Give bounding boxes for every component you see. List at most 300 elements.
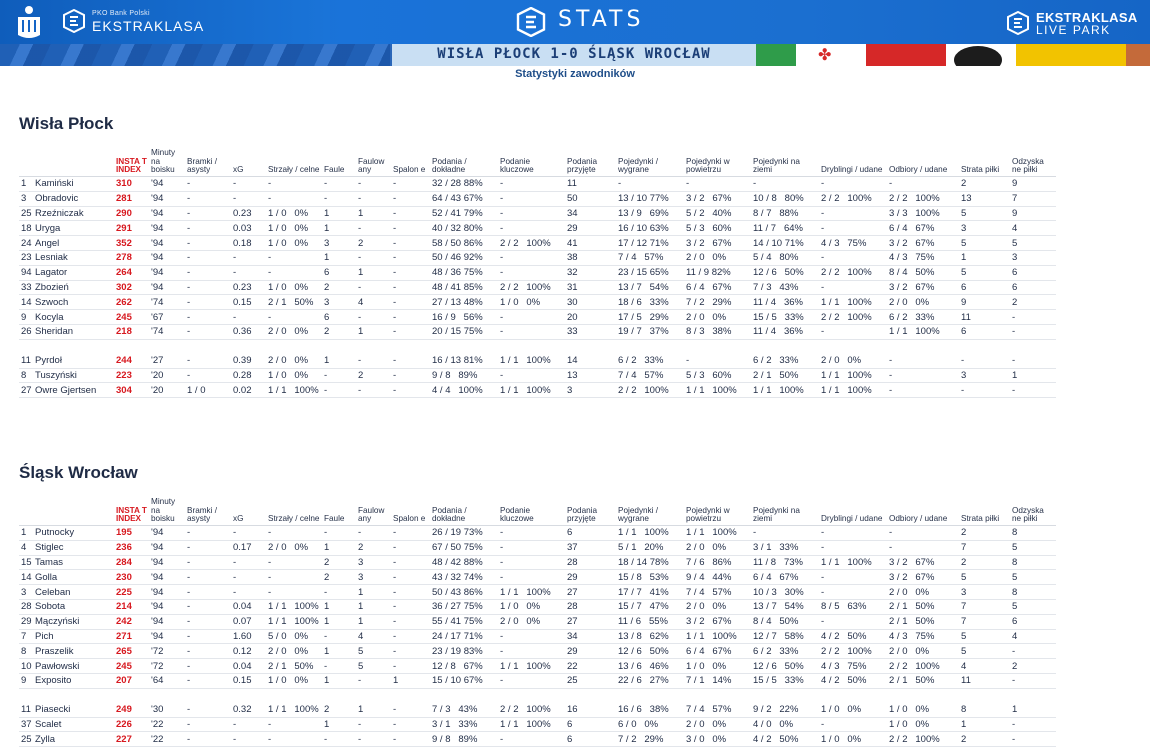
stat-minutes: '64 (149, 674, 185, 689)
column-header-fouls: Faule (322, 148, 356, 177)
stat-aerial: 6 / 4 67% (684, 281, 751, 296)
stat-dribbles: - (819, 325, 887, 340)
player-cell (19, 295, 114, 310)
player-name: Mączyński (35, 616, 80, 628)
stat-passes_received: 32 (565, 266, 616, 281)
player-number: 8 (21, 645, 27, 657)
player-row[interactable] (19, 732, 1056, 747)
player-row[interactable] (19, 674, 1056, 689)
column-header-fouled: Faulow any (356, 497, 391, 526)
pko-logo-icon (16, 5, 42, 39)
stat-losses: 2 (959, 177, 1010, 192)
stat-passes: 26 / 19 73% (430, 526, 498, 541)
stat-duels: 6 / 0 0% (616, 718, 684, 733)
player-cell (19, 718, 114, 733)
stat-fouls: 1 (322, 615, 356, 630)
stat-fouled: 2 (356, 369, 391, 384)
column-header-shots: Strzały / celne (266, 148, 322, 177)
stat-passes_received: 37 (565, 541, 616, 556)
stat-goals: - (185, 325, 231, 340)
player-name: Sobota (35, 601, 66, 613)
stat-duels: 13 / 10 77% (616, 192, 684, 207)
stat-passes: 36 / 27 75% (430, 600, 498, 615)
stat-fouls: - (322, 630, 356, 645)
stat-goals: - (185, 703, 231, 718)
stat-passes: 7 / 3 43% (430, 703, 498, 718)
player-cell (19, 585, 114, 600)
stat-passes_received: 13 (565, 369, 616, 384)
stat-index: 244 (114, 354, 149, 369)
stat-minutes: '94 (149, 585, 185, 600)
stat-offside: - (391, 369, 430, 384)
stat-minutes: '94 (149, 236, 185, 251)
stat-passes_received: 27 (565, 585, 616, 600)
stat-goals: - (185, 192, 231, 207)
player-name: Pich (35, 630, 54, 642)
stat-xg: 0.23 (231, 207, 266, 222)
stat-index: 207 (114, 674, 149, 689)
stat-xg: - (231, 310, 266, 325)
stat-aerial: 1 / 0 0% (684, 659, 751, 674)
stat-fouled: 1 (356, 600, 391, 615)
player-number: 25 (21, 733, 32, 745)
stat-losses: 3 (959, 585, 1010, 600)
stat-regains: - (1010, 325, 1056, 340)
stat-ground: 10 / 3 30% (751, 585, 819, 600)
stat-recoveries: - (887, 354, 959, 369)
player-name: Scalet (35, 718, 62, 730)
player-row[interactable] (19, 310, 1056, 325)
stat-ground: 9 / 2 22% (751, 703, 819, 718)
player-number: 1 (21, 178, 27, 190)
stat-fouled: - (356, 177, 391, 192)
column-header-regains: Odzyska ne piłki (1010, 148, 1056, 177)
stat-shots: 1 / 0 0% (266, 674, 322, 689)
player-row[interactable] (19, 354, 1056, 369)
stat-passes: 48 / 42 88% (430, 556, 498, 571)
stat-shots: 2 / 1 50% (266, 295, 322, 310)
stat-dribbles: - (819, 615, 887, 630)
stat-passes_received: 38 (565, 251, 616, 266)
stat-recoveries: 6 / 4 67% (887, 221, 959, 236)
player-number: 25 (21, 207, 32, 219)
stat-regains: - (1010, 718, 1056, 733)
stat-losses: 1 (959, 718, 1010, 733)
stat-ground: 4 / 0 0% (751, 718, 819, 733)
column-header-losses: Strata piłki (959, 148, 1010, 177)
stat-losses: 5 (959, 207, 1010, 222)
stat-regains: - (1010, 732, 1056, 747)
stat-ground: 1 / 1 100% (751, 383, 819, 398)
column-header-key_passes: Podanie kluczowe (498, 497, 565, 526)
stat-fouls: - (322, 383, 356, 398)
stat-passes_received: 28 (565, 600, 616, 615)
player-number: 27 (21, 384, 32, 396)
stat-goals: - (185, 570, 231, 585)
stat-ground: 8 / 4 50% (751, 615, 819, 630)
stat-minutes: '94 (149, 192, 185, 207)
stat-losses: 5 (959, 266, 1010, 281)
away-crest-decoration (756, 44, 1150, 66)
stat-fouled: - (356, 281, 391, 296)
stat-goals: - (185, 585, 231, 600)
stat-duels: 1 / 1 100% (616, 526, 684, 541)
player-row[interactable] (19, 207, 1056, 222)
stat-aerial: 1 / 1 100% (684, 630, 751, 645)
stat-duels: 16 / 10 63% (616, 221, 684, 236)
stat-fouled: - (356, 383, 391, 398)
stat-dribbles: 1 / 1 100% (819, 556, 887, 571)
stat-duels: 23 / 15 65% (616, 266, 684, 281)
player-number: 94 (21, 267, 32, 279)
stat-fouls: 2 (322, 570, 356, 585)
stat-fouls: 3 (322, 236, 356, 251)
stat-fouls: 2 (322, 281, 356, 296)
column-header-offside: Spalon e (391, 148, 430, 177)
stat-minutes: '74 (149, 325, 185, 340)
stat-passes: 9 / 8 89% (430, 732, 498, 747)
stat-index: 223 (114, 369, 149, 384)
stat-index: 278 (114, 251, 149, 266)
stat-fouls: 3 (322, 295, 356, 310)
stat-losses: 5 (959, 570, 1010, 585)
stat-ground: 8 / 7 88% (751, 207, 819, 222)
stat-index: 291 (114, 221, 149, 236)
stat-passes_received: 31 (565, 281, 616, 296)
player-name: Tuszyński (35, 369, 77, 381)
stat-index: 249 (114, 703, 149, 718)
player-cell (19, 369, 114, 384)
stat-fouls: - (322, 369, 356, 384)
stat-goals: - (185, 556, 231, 571)
stat-index: 226 (114, 718, 149, 733)
player-row[interactable] (19, 585, 1056, 600)
player-row[interactable] (19, 281, 1056, 296)
stat-key_passes: 1 / 1 100% (498, 718, 565, 733)
stat-aerial: 6 / 4 67% (684, 644, 751, 659)
column-header-recoveries: Odbiory / udane (887, 148, 959, 177)
stat-shots: - (266, 177, 322, 192)
player-row[interactable] (19, 251, 1056, 266)
stat-fouled: - (356, 310, 391, 325)
page-subtitle: Statystyki zawodników (515, 68, 635, 80)
stat-xg: 0.07 (231, 615, 266, 630)
stat-goals: - (185, 541, 231, 556)
stat-aerial: 1 / 1 100% (684, 383, 751, 398)
player-cell (19, 526, 114, 541)
player-number: 28 (21, 601, 32, 613)
stat-key_passes: 1 / 1 100% (498, 585, 565, 600)
stat-minutes: '27 (149, 354, 185, 369)
stat-minutes: '67 (149, 310, 185, 325)
stat-fouls: - (322, 192, 356, 207)
player-row[interactable] (19, 570, 1056, 585)
column-header-goals: Bramki / asysty (185, 497, 231, 526)
player-row[interactable] (19, 630, 1056, 645)
player-row[interactable] (19, 383, 1056, 398)
stat-fouled: 1 (356, 325, 391, 340)
stat-fouls: - (322, 659, 356, 674)
player-number: 1 (21, 527, 27, 539)
stat-regains: 5 (1010, 570, 1056, 585)
stat-xg: 0.36 (231, 325, 266, 340)
stat-regains: 4 (1010, 630, 1056, 645)
column-header-key_passes: Podanie kluczowe (498, 148, 565, 177)
stat-passes_received: 28 (565, 556, 616, 571)
stat-passes: 67 / 50 75% (430, 541, 498, 556)
stat-shots: - (266, 192, 322, 207)
substitutes-spacer (19, 340, 1056, 354)
away-crest-graphic (756, 44, 1150, 66)
player-row[interactable] (19, 600, 1056, 615)
stat-passes: 52 / 41 79% (430, 207, 498, 222)
player-number: 37 (21, 718, 32, 730)
stat-recoveries: 4 / 3 75% (887, 630, 959, 645)
stat-key_passes: - (498, 266, 565, 281)
player-row[interactable] (19, 177, 1056, 192)
stat-dribbles: - (819, 541, 887, 556)
player-cell (19, 310, 114, 325)
stat-passes_received: 30 (565, 295, 616, 310)
stat-key_passes: - (498, 369, 565, 384)
stat-index: 310 (114, 177, 149, 192)
column-header-recoveries: Odbiory / udane (887, 497, 959, 526)
stat-duels: 19 / 7 37% (616, 325, 684, 340)
stat-goals: - (185, 221, 231, 236)
stat-recoveries: - (887, 541, 959, 556)
stat-fouls: 2 (322, 325, 356, 340)
stat-losses: 1 (959, 251, 1010, 266)
stat-xg: - (231, 177, 266, 192)
stat-losses: 7 (959, 541, 1010, 556)
stat-key_passes: 1 / 1 100% (498, 659, 565, 674)
stat-xg: 0.17 (231, 541, 266, 556)
stat-shots: 1 / 0 0% (266, 221, 322, 236)
stat-aerial: 2 / 0 0% (684, 718, 751, 733)
stat-goals: - (185, 251, 231, 266)
player-row[interactable] (19, 295, 1056, 310)
stat-offside: - (391, 644, 430, 659)
stat-aerial: 2 / 0 0% (684, 541, 751, 556)
player-cell (19, 659, 114, 674)
stat-aerial: 7 / 2 29% (684, 295, 751, 310)
stat-shots: 1 / 0 0% (266, 281, 322, 296)
player-row[interactable] (19, 266, 1056, 281)
stat-key_passes: - (498, 325, 565, 340)
stat-fouls: 1 (322, 718, 356, 733)
stat-duels: 13 / 6 46% (616, 659, 684, 674)
live-park-emblem-icon (1006, 11, 1030, 35)
player-name: Sheridan (35, 326, 74, 338)
stat-offside: - (391, 236, 430, 251)
stat-passes_received: 22 (565, 659, 616, 674)
column-header-player (19, 497, 114, 526)
stat-duels: 17 / 12 71% (616, 236, 684, 251)
stat-goals: - (185, 177, 231, 192)
stat-regains: 7 (1010, 192, 1056, 207)
stat-goals: - (185, 630, 231, 645)
stat-shots: - (266, 526, 322, 541)
stat-fouls: - (322, 585, 356, 600)
stat-recoveries: - (887, 383, 959, 398)
player-row[interactable] (19, 703, 1056, 718)
player-cell (19, 192, 114, 207)
player-row[interactable] (19, 644, 1056, 659)
stat-minutes: '94 (149, 615, 185, 630)
stat-xg: - (231, 570, 266, 585)
stat-regains: 6 (1010, 615, 1056, 630)
stat-key_passes: - (498, 221, 565, 236)
player-row[interactable] (19, 526, 1056, 541)
stat-regains: 9 (1010, 207, 1056, 222)
team-name: Wisła Płock (19, 114, 114, 133)
stat-passes_received: 11 (565, 177, 616, 192)
stat-dribbles: 1 / 1 100% (819, 295, 887, 310)
stat-losses: 9 (959, 295, 1010, 310)
stat-dribbles: 1 / 1 100% (819, 369, 887, 384)
player-row[interactable] (19, 369, 1056, 384)
stat-key_passes: 2 / 2 100% (498, 236, 565, 251)
stat-duels: 13 / 7 54% (616, 281, 684, 296)
stat-index: 225 (114, 585, 149, 600)
stat-goals: - (185, 236, 231, 251)
stat-duels: 7 / 4 57% (616, 369, 684, 384)
stat-dribbles: 4 / 3 75% (819, 236, 887, 251)
top-header-bar (0, 0, 1150, 44)
substitutes-spacer (19, 689, 1056, 703)
stat-fouls: - (322, 177, 356, 192)
stat-dribbles: 2 / 2 100% (819, 310, 887, 325)
table-header-row (19, 497, 1056, 526)
stat-dribbles: - (819, 281, 887, 296)
player-number: 11 (21, 704, 31, 716)
table-header-row (19, 148, 1056, 177)
stat-ground: 7 / 3 43% (751, 281, 819, 296)
stat-shots: 1 / 0 0% (266, 236, 322, 251)
column-header-index: INSTA T INDEX (114, 148, 149, 177)
stat-shots: - (266, 718, 322, 733)
stat-shots: 5 / 0 0% (266, 630, 322, 645)
player-name: Kamiński (35, 178, 74, 190)
stat-aerial: 11 / 9 82% (684, 266, 751, 281)
stat-aerial: 2 / 0 0% (684, 310, 751, 325)
stat-index: 265 (114, 644, 149, 659)
column-header-goals: Bramki / asysty (185, 148, 231, 177)
stat-aerial: 3 / 2 67% (684, 236, 751, 251)
stat-losses: 5 (959, 236, 1010, 251)
stat-dribbles: 1 / 0 0% (819, 703, 887, 718)
stat-duels: 13 / 9 69% (616, 207, 684, 222)
player-row[interactable] (19, 556, 1056, 571)
stat-minutes: '94 (149, 630, 185, 645)
stat-losses: 2 (959, 556, 1010, 571)
stat-ground: 14 / 10 71% (751, 236, 819, 251)
stat-regains: 6 (1010, 266, 1056, 281)
player-name: Uryga (35, 222, 61, 234)
stat-aerial: 7 / 6 86% (684, 556, 751, 571)
stat-index: 352 (114, 236, 149, 251)
stat-key_passes: - (498, 570, 565, 585)
stat-regains: 5 (1010, 541, 1056, 556)
player-row[interactable] (19, 615, 1056, 630)
stat-fouled: - (356, 674, 391, 689)
stat-xg: 0.15 (231, 674, 266, 689)
stat-recoveries: 2 / 1 50% (887, 615, 959, 630)
stat-offside: - (391, 310, 430, 325)
stat-key_passes: - (498, 310, 565, 325)
stat-passes_received: 41 (565, 236, 616, 251)
stat-fouled: 1 (356, 703, 391, 718)
player-row[interactable] (19, 236, 1056, 251)
player-cell (19, 644, 114, 659)
stat-duels: 15 / 7 47% (616, 600, 684, 615)
player-number: 4 (21, 542, 27, 554)
stat-duels: 5 / 1 20% (616, 541, 684, 556)
stat-offside: - (391, 526, 430, 541)
player-row[interactable] (19, 221, 1056, 236)
stat-passes: 48 / 36 75% (430, 266, 498, 281)
stat-xg: - (231, 192, 266, 207)
stat-dribbles: 1 / 0 0% (819, 732, 887, 747)
stat-losses: 11 (959, 674, 1010, 689)
stat-xg: - (231, 718, 266, 733)
player-row[interactable] (19, 541, 1056, 556)
stat-passes_received: 6 (565, 718, 616, 733)
stat-losses: 11 (959, 310, 1010, 325)
stat-shots: 2 / 1 50% (266, 659, 322, 674)
player-name: Stiglec (35, 542, 64, 554)
stat-duels: 17 / 5 29% (616, 310, 684, 325)
stat-fouled: 2 (356, 541, 391, 556)
stat-fouled: - (356, 526, 391, 541)
stat-aerial: 3 / 0 0% (684, 732, 751, 747)
stat-passes: 55 / 41 75% (430, 615, 498, 630)
stat-xg: 0.12 (231, 644, 266, 659)
player-cell (19, 266, 114, 281)
stat-shots: 1 / 1 100% (266, 615, 322, 630)
stat-fouled: 5 (356, 644, 391, 659)
player-name: Szwoch (35, 296, 69, 308)
player-row[interactable] (19, 718, 1056, 733)
player-name: Pawłowski (35, 660, 80, 672)
stat-fouled: - (356, 718, 391, 733)
stat-losses: 7 (959, 600, 1010, 615)
player-row[interactable] (19, 192, 1056, 207)
stat-aerial: 9 / 4 44% (684, 570, 751, 585)
stat-aerial: 8 / 3 38% (684, 325, 751, 340)
stat-index: 227 (114, 732, 149, 747)
stat-xg: 0.32 (231, 703, 266, 718)
player-cell (19, 325, 114, 340)
stat-regains: - (1010, 644, 1056, 659)
player-name: Lagator (35, 267, 68, 279)
stat-shots: - (266, 310, 322, 325)
stat-regains: 5 (1010, 236, 1056, 251)
stat-passes_received: 34 (565, 207, 616, 222)
stat-dribbles: 4 / 2 50% (819, 674, 887, 689)
stat-shots: - (266, 266, 322, 281)
stat-offside: - (391, 295, 430, 310)
stat-fouls: 6 (322, 310, 356, 325)
player-number: 18 (21, 222, 32, 234)
stat-minutes: '74 (149, 295, 185, 310)
player-row[interactable] (19, 659, 1056, 674)
stat-aerial: 5 / 3 60% (684, 221, 751, 236)
stat-xg: - (231, 585, 266, 600)
stat-passes: 23 / 19 83% (430, 644, 498, 659)
player-row[interactable] (19, 325, 1056, 340)
player-number: 14 (21, 296, 32, 308)
